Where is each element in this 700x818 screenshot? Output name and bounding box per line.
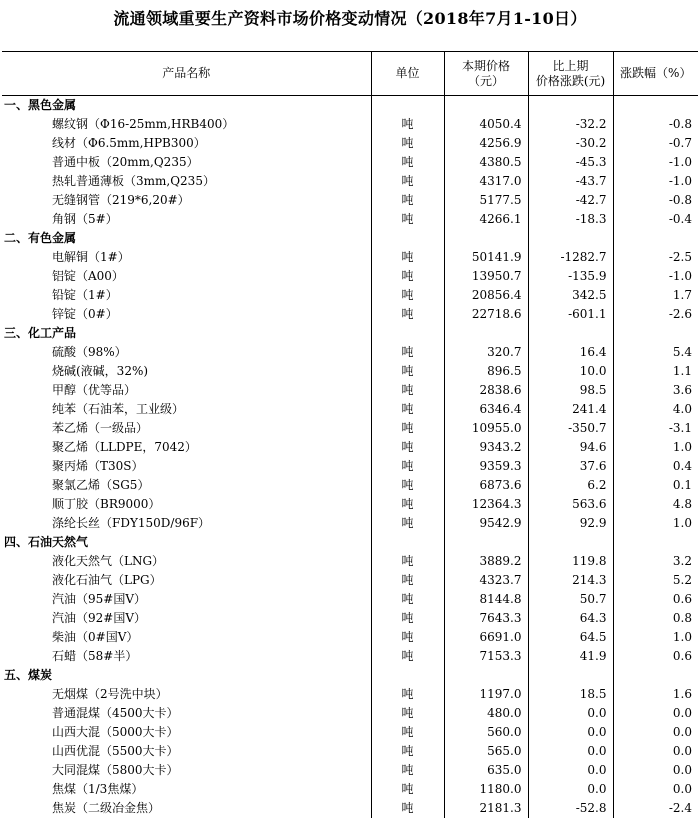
percent-cell: -2.4 bbox=[613, 799, 698, 818]
change-cell: 0.0 bbox=[528, 761, 613, 780]
change-cell: 0.0 bbox=[528, 723, 613, 742]
percent-cell: 4.8 bbox=[613, 495, 698, 514]
price-cell: 9359.3 bbox=[444, 457, 528, 476]
unit-cell: 吨 bbox=[371, 476, 444, 495]
table-row bbox=[2, 685, 698, 704]
change-cell: 92.9 bbox=[528, 514, 613, 533]
product-name: 山西优混（5500大卡） bbox=[52, 744, 179, 758]
product-name: 角钢（5#） bbox=[52, 212, 118, 226]
change-cell bbox=[528, 533, 613, 552]
product-name: 涤纶长丝（FDY150D/96F） bbox=[52, 516, 211, 530]
category-row bbox=[2, 96, 698, 116]
product-name: 锌锭（0#） bbox=[52, 307, 118, 321]
product-name: 石蜡（58#半） bbox=[52, 649, 138, 663]
category-name: 四、石油天然气 bbox=[4, 535, 89, 549]
product-name: 无缝钢管（219*6,20#） bbox=[52, 193, 190, 207]
percent-cell: -0.8 bbox=[613, 191, 698, 210]
price-cell: 320.7 bbox=[444, 343, 528, 362]
price-cell: 565.0 bbox=[444, 742, 528, 761]
product-name: 铝锭（A00） bbox=[52, 269, 124, 283]
change-cell: -52.8 bbox=[528, 799, 613, 818]
unit-cell bbox=[371, 229, 444, 248]
product-name: 液化天然气（LNG） bbox=[52, 554, 165, 568]
product-name: 焦煤（1/3焦煤） bbox=[52, 782, 144, 796]
price-cell: 3889.2 bbox=[444, 552, 528, 571]
percent-cell: -3.1 bbox=[613, 419, 698, 438]
change-cell bbox=[528, 324, 613, 343]
table-row bbox=[2, 476, 698, 495]
unit-cell: 吨 bbox=[371, 780, 444, 799]
table-row bbox=[2, 590, 698, 609]
table-row bbox=[2, 628, 698, 647]
unit-cell: 吨 bbox=[371, 172, 444, 191]
unit-cell: 吨 bbox=[371, 267, 444, 286]
change-cell: 50.7 bbox=[528, 590, 613, 609]
percent-cell: 0.4 bbox=[613, 457, 698, 476]
product-name: 聚丙烯（T30S） bbox=[52, 459, 144, 473]
unit-cell: 吨 bbox=[371, 248, 444, 267]
change-cell: 241.4 bbox=[528, 400, 613, 419]
percent-cell: 5.2 bbox=[613, 571, 698, 590]
product-name: 顺丁胶（BR9000） bbox=[52, 497, 161, 511]
unit-cell: 吨 bbox=[371, 381, 444, 400]
percent-cell: 1.0 bbox=[613, 438, 698, 457]
product-name: 电解铜（1#） bbox=[52, 250, 130, 264]
unit-cell: 吨 bbox=[371, 457, 444, 476]
percent-cell: 0.6 bbox=[613, 647, 698, 666]
percent-cell: 1.0 bbox=[613, 514, 698, 533]
table-row bbox=[2, 571, 698, 590]
change-cell: 6.2 bbox=[528, 476, 613, 495]
product-name: 螺纹钢（Φ16-25mm,HRB400） bbox=[52, 117, 235, 131]
price-cell: 50141.9 bbox=[444, 248, 528, 267]
unit-cell: 吨 bbox=[371, 210, 444, 229]
product-name: 硫酸（98%） bbox=[52, 345, 127, 359]
change-cell: -42.7 bbox=[528, 191, 613, 210]
percent-cell: 5.4 bbox=[613, 343, 698, 362]
change-cell: 64.5 bbox=[528, 628, 613, 647]
table-row bbox=[2, 457, 698, 476]
percent-cell: 0.8 bbox=[613, 609, 698, 628]
change-cell: 0.0 bbox=[528, 780, 613, 799]
table-row bbox=[2, 362, 698, 381]
unit-cell: 吨 bbox=[371, 799, 444, 818]
table-row bbox=[2, 609, 698, 628]
unit-cell: 吨 bbox=[371, 552, 444, 571]
percent-cell: 0.0 bbox=[613, 780, 698, 799]
unit-cell: 吨 bbox=[371, 628, 444, 647]
percent-cell bbox=[613, 324, 698, 343]
change-cell: -350.7 bbox=[528, 419, 613, 438]
unit-cell: 吨 bbox=[371, 419, 444, 438]
price-cell: 896.5 bbox=[444, 362, 528, 381]
price-cell: 7643.3 bbox=[444, 609, 528, 628]
price-cell: 2838.6 bbox=[444, 381, 528, 400]
table-row bbox=[2, 704, 698, 723]
change-cell: 563.6 bbox=[528, 495, 613, 514]
percent-cell: 1.0 bbox=[613, 628, 698, 647]
table-row bbox=[2, 438, 698, 457]
unit-cell: 吨 bbox=[371, 400, 444, 419]
change-cell: -43.7 bbox=[528, 172, 613, 191]
change-cell: -18.3 bbox=[528, 210, 613, 229]
price-cell: 7153.3 bbox=[444, 647, 528, 666]
category-name: 一、黑色金属 bbox=[4, 98, 77, 112]
product-name: 苯乙烯（一级品） bbox=[52, 421, 149, 435]
price-cell: 4323.7 bbox=[444, 571, 528, 590]
change-cell: 37.6 bbox=[528, 457, 613, 476]
product-name: 热轧普通薄板（3mm,Q235） bbox=[52, 174, 215, 188]
header-product-name: 产品名称 bbox=[2, 52, 371, 96]
unit-cell: 吨 bbox=[371, 153, 444, 172]
table-row bbox=[2, 723, 698, 742]
table-row bbox=[2, 552, 698, 571]
table-row bbox=[2, 761, 698, 780]
price-cell: 13950.7 bbox=[444, 267, 528, 286]
product-name: 汽油（95#国Ⅴ） bbox=[52, 592, 146, 606]
price-cell: 6873.6 bbox=[444, 476, 528, 495]
price-cell: 560.0 bbox=[444, 723, 528, 742]
price-cell: 12364.3 bbox=[444, 495, 528, 514]
category-row bbox=[2, 229, 698, 248]
unit-cell: 吨 bbox=[371, 305, 444, 324]
change-cell: 16.4 bbox=[528, 343, 613, 362]
table-row bbox=[2, 419, 698, 438]
price-cell bbox=[444, 533, 528, 552]
unit-cell: 吨 bbox=[371, 115, 444, 134]
unit-cell: 吨 bbox=[371, 571, 444, 590]
unit-cell: 吨 bbox=[371, 609, 444, 628]
price-cell: 9343.2 bbox=[444, 438, 528, 457]
price-cell: 4380.5 bbox=[444, 153, 528, 172]
percent-cell bbox=[613, 229, 698, 248]
table-row bbox=[2, 514, 698, 533]
price-cell: 22718.6 bbox=[444, 305, 528, 324]
percent-cell: -0.7 bbox=[613, 134, 698, 153]
change-cell: 41.9 bbox=[528, 647, 613, 666]
price-cell: 4266.1 bbox=[444, 210, 528, 229]
table-row bbox=[2, 780, 698, 799]
unit-cell: 吨 bbox=[371, 723, 444, 742]
change-cell: 342.5 bbox=[528, 286, 613, 305]
price-cell: 2181.3 bbox=[444, 799, 528, 818]
percent-cell: 3.2 bbox=[613, 552, 698, 571]
header-row bbox=[2, 52, 698, 96]
unit-cell: 吨 bbox=[371, 362, 444, 381]
table-row bbox=[2, 248, 698, 267]
change-cell bbox=[528, 666, 613, 685]
price-cell bbox=[444, 666, 528, 685]
price-cell: 4317.0 bbox=[444, 172, 528, 191]
table-row bbox=[2, 400, 698, 419]
page-title: 流通领域重要生产资料市场价格变动情况（2018年7月1-10日） bbox=[113, 9, 587, 28]
change-cell: 98.5 bbox=[528, 381, 613, 400]
change-cell: -601.1 bbox=[528, 305, 613, 324]
change-cell: -30.2 bbox=[528, 134, 613, 153]
percent-cell: -0.8 bbox=[613, 115, 698, 134]
change-cell bbox=[528, 96, 613, 116]
unit-cell: 吨 bbox=[371, 590, 444, 609]
table-row bbox=[2, 647, 698, 666]
product-name: 纯苯（石油苯，工业级） bbox=[52, 402, 185, 416]
unit-cell: 吨 bbox=[371, 495, 444, 514]
table-row bbox=[2, 305, 698, 324]
table-row bbox=[2, 286, 698, 305]
percent-cell: 1.6 bbox=[613, 685, 698, 704]
change-cell bbox=[528, 229, 613, 248]
percent-cell: -2.5 bbox=[613, 248, 698, 267]
unit-cell: 吨 bbox=[371, 685, 444, 704]
product-name: 山西大混（5000大卡） bbox=[52, 725, 179, 739]
price-table bbox=[2, 51, 698, 818]
unit-cell bbox=[371, 533, 444, 552]
product-name: 线材（Φ6.5mm,HPB300） bbox=[52, 136, 206, 150]
percent-cell: 0.6 bbox=[613, 590, 698, 609]
unit-cell: 吨 bbox=[371, 438, 444, 457]
price-cell: 1180.0 bbox=[444, 780, 528, 799]
table-row bbox=[2, 172, 698, 191]
table-row bbox=[2, 343, 698, 362]
change-cell: 94.6 bbox=[528, 438, 613, 457]
price-cell bbox=[444, 96, 528, 116]
percent-cell: -1.0 bbox=[613, 172, 698, 191]
category-row bbox=[2, 666, 698, 685]
header-price-change: 比上期 价格涨跌(元) bbox=[528, 52, 613, 96]
header-current-price: 本期价格 （元） bbox=[444, 52, 528, 96]
category-name: 五、煤炭 bbox=[4, 668, 53, 682]
unit-cell: 吨 bbox=[371, 134, 444, 153]
table-row bbox=[2, 115, 698, 134]
price-cell: 635.0 bbox=[444, 761, 528, 780]
price-cell: 20856.4 bbox=[444, 286, 528, 305]
percent-cell: -1.0 bbox=[613, 153, 698, 172]
product-name: 聚氯乙烯（SG5） bbox=[52, 478, 150, 492]
table-row bbox=[2, 134, 698, 153]
price-cell: 5177.5 bbox=[444, 191, 528, 210]
product-name: 普通混煤（4500大卡） bbox=[52, 706, 179, 720]
price-cell: 4050.4 bbox=[444, 115, 528, 134]
table-row bbox=[2, 191, 698, 210]
product-name: 聚乙烯（LLDPE，7042） bbox=[52, 440, 197, 454]
percent-cell bbox=[613, 666, 698, 685]
change-cell: 10.0 bbox=[528, 362, 613, 381]
category-row bbox=[2, 533, 698, 552]
unit-cell bbox=[371, 666, 444, 685]
product-name: 液化石油气（LPG） bbox=[52, 573, 162, 587]
change-cell: 0.0 bbox=[528, 704, 613, 723]
table-row bbox=[2, 210, 698, 229]
change-cell: 0.0 bbox=[528, 742, 613, 761]
table-row bbox=[2, 742, 698, 761]
price-cell: 6691.0 bbox=[444, 628, 528, 647]
unit-cell: 吨 bbox=[371, 704, 444, 723]
header-unit: 单位 bbox=[371, 52, 444, 96]
unit-cell: 吨 bbox=[371, 191, 444, 210]
price-cell bbox=[444, 229, 528, 248]
change-cell: -1282.7 bbox=[528, 248, 613, 267]
change-cell: 119.8 bbox=[528, 552, 613, 571]
change-cell: -32.2 bbox=[528, 115, 613, 134]
percent-cell: 0.0 bbox=[613, 723, 698, 742]
unit-cell: 吨 bbox=[371, 514, 444, 533]
category-row bbox=[2, 324, 698, 343]
product-name: 焦炭（二级冶金焦） bbox=[52, 801, 161, 815]
price-cell: 8144.8 bbox=[444, 590, 528, 609]
product-name: 柴油（0#国Ⅴ） bbox=[52, 630, 139, 644]
percent-cell: 1.1 bbox=[613, 362, 698, 381]
product-name: 普通中板（20mm,Q235） bbox=[52, 155, 199, 169]
table-row bbox=[2, 267, 698, 286]
product-name: 烧碱(液碱，32%) bbox=[52, 364, 149, 378]
table-row bbox=[2, 381, 698, 400]
change-cell: -45.3 bbox=[528, 153, 613, 172]
unit-cell: 吨 bbox=[371, 647, 444, 666]
category-name: 二、有色金属 bbox=[4, 231, 77, 245]
percent-cell: 0.0 bbox=[613, 761, 698, 780]
percent-cell: 3.6 bbox=[613, 381, 698, 400]
table-row bbox=[2, 495, 698, 514]
unit-cell: 吨 bbox=[371, 286, 444, 305]
percent-cell: 0.0 bbox=[613, 742, 698, 761]
percent-cell: 0.1 bbox=[613, 476, 698, 495]
price-cell: 480.0 bbox=[444, 704, 528, 723]
percent-cell: 4.0 bbox=[613, 400, 698, 419]
change-cell: 214.3 bbox=[528, 571, 613, 590]
percent-cell: -1.0 bbox=[613, 267, 698, 286]
product-name: 大同混煤（5800大卡） bbox=[52, 763, 179, 777]
unit-cell: 吨 bbox=[371, 343, 444, 362]
unit-cell: 吨 bbox=[371, 742, 444, 761]
product-name: 汽油（92#国Ⅴ） bbox=[52, 611, 146, 625]
percent-cell: 0.0 bbox=[613, 704, 698, 723]
product-name: 无烟煤（2号洗中块） bbox=[52, 687, 168, 701]
product-name: 甲醇（优等品） bbox=[52, 383, 137, 397]
change-cell: 18.5 bbox=[528, 685, 613, 704]
unit-cell bbox=[371, 96, 444, 116]
table-row bbox=[2, 153, 698, 172]
price-cell: 1197.0 bbox=[444, 685, 528, 704]
change-cell: -135.9 bbox=[528, 267, 613, 286]
price-cell bbox=[444, 324, 528, 343]
percent-cell: -2.6 bbox=[613, 305, 698, 324]
price-cell: 6346.4 bbox=[444, 400, 528, 419]
product-name: 铅锭（1#） bbox=[52, 288, 118, 302]
percent-cell bbox=[613, 96, 698, 116]
price-cell: 4256.9 bbox=[444, 134, 528, 153]
unit-cell: 吨 bbox=[371, 761, 444, 780]
percent-cell: 1.7 bbox=[613, 286, 698, 305]
percent-cell: -0.4 bbox=[613, 210, 698, 229]
header-change-percent: 涨跌幅（%） bbox=[613, 52, 698, 96]
price-cell: 9542.9 bbox=[444, 514, 528, 533]
unit-cell bbox=[371, 324, 444, 343]
price-cell: 10955.0 bbox=[444, 419, 528, 438]
change-cell: 64.3 bbox=[528, 609, 613, 628]
category-name: 三、化工产品 bbox=[4, 326, 77, 340]
percent-cell bbox=[613, 533, 698, 552]
